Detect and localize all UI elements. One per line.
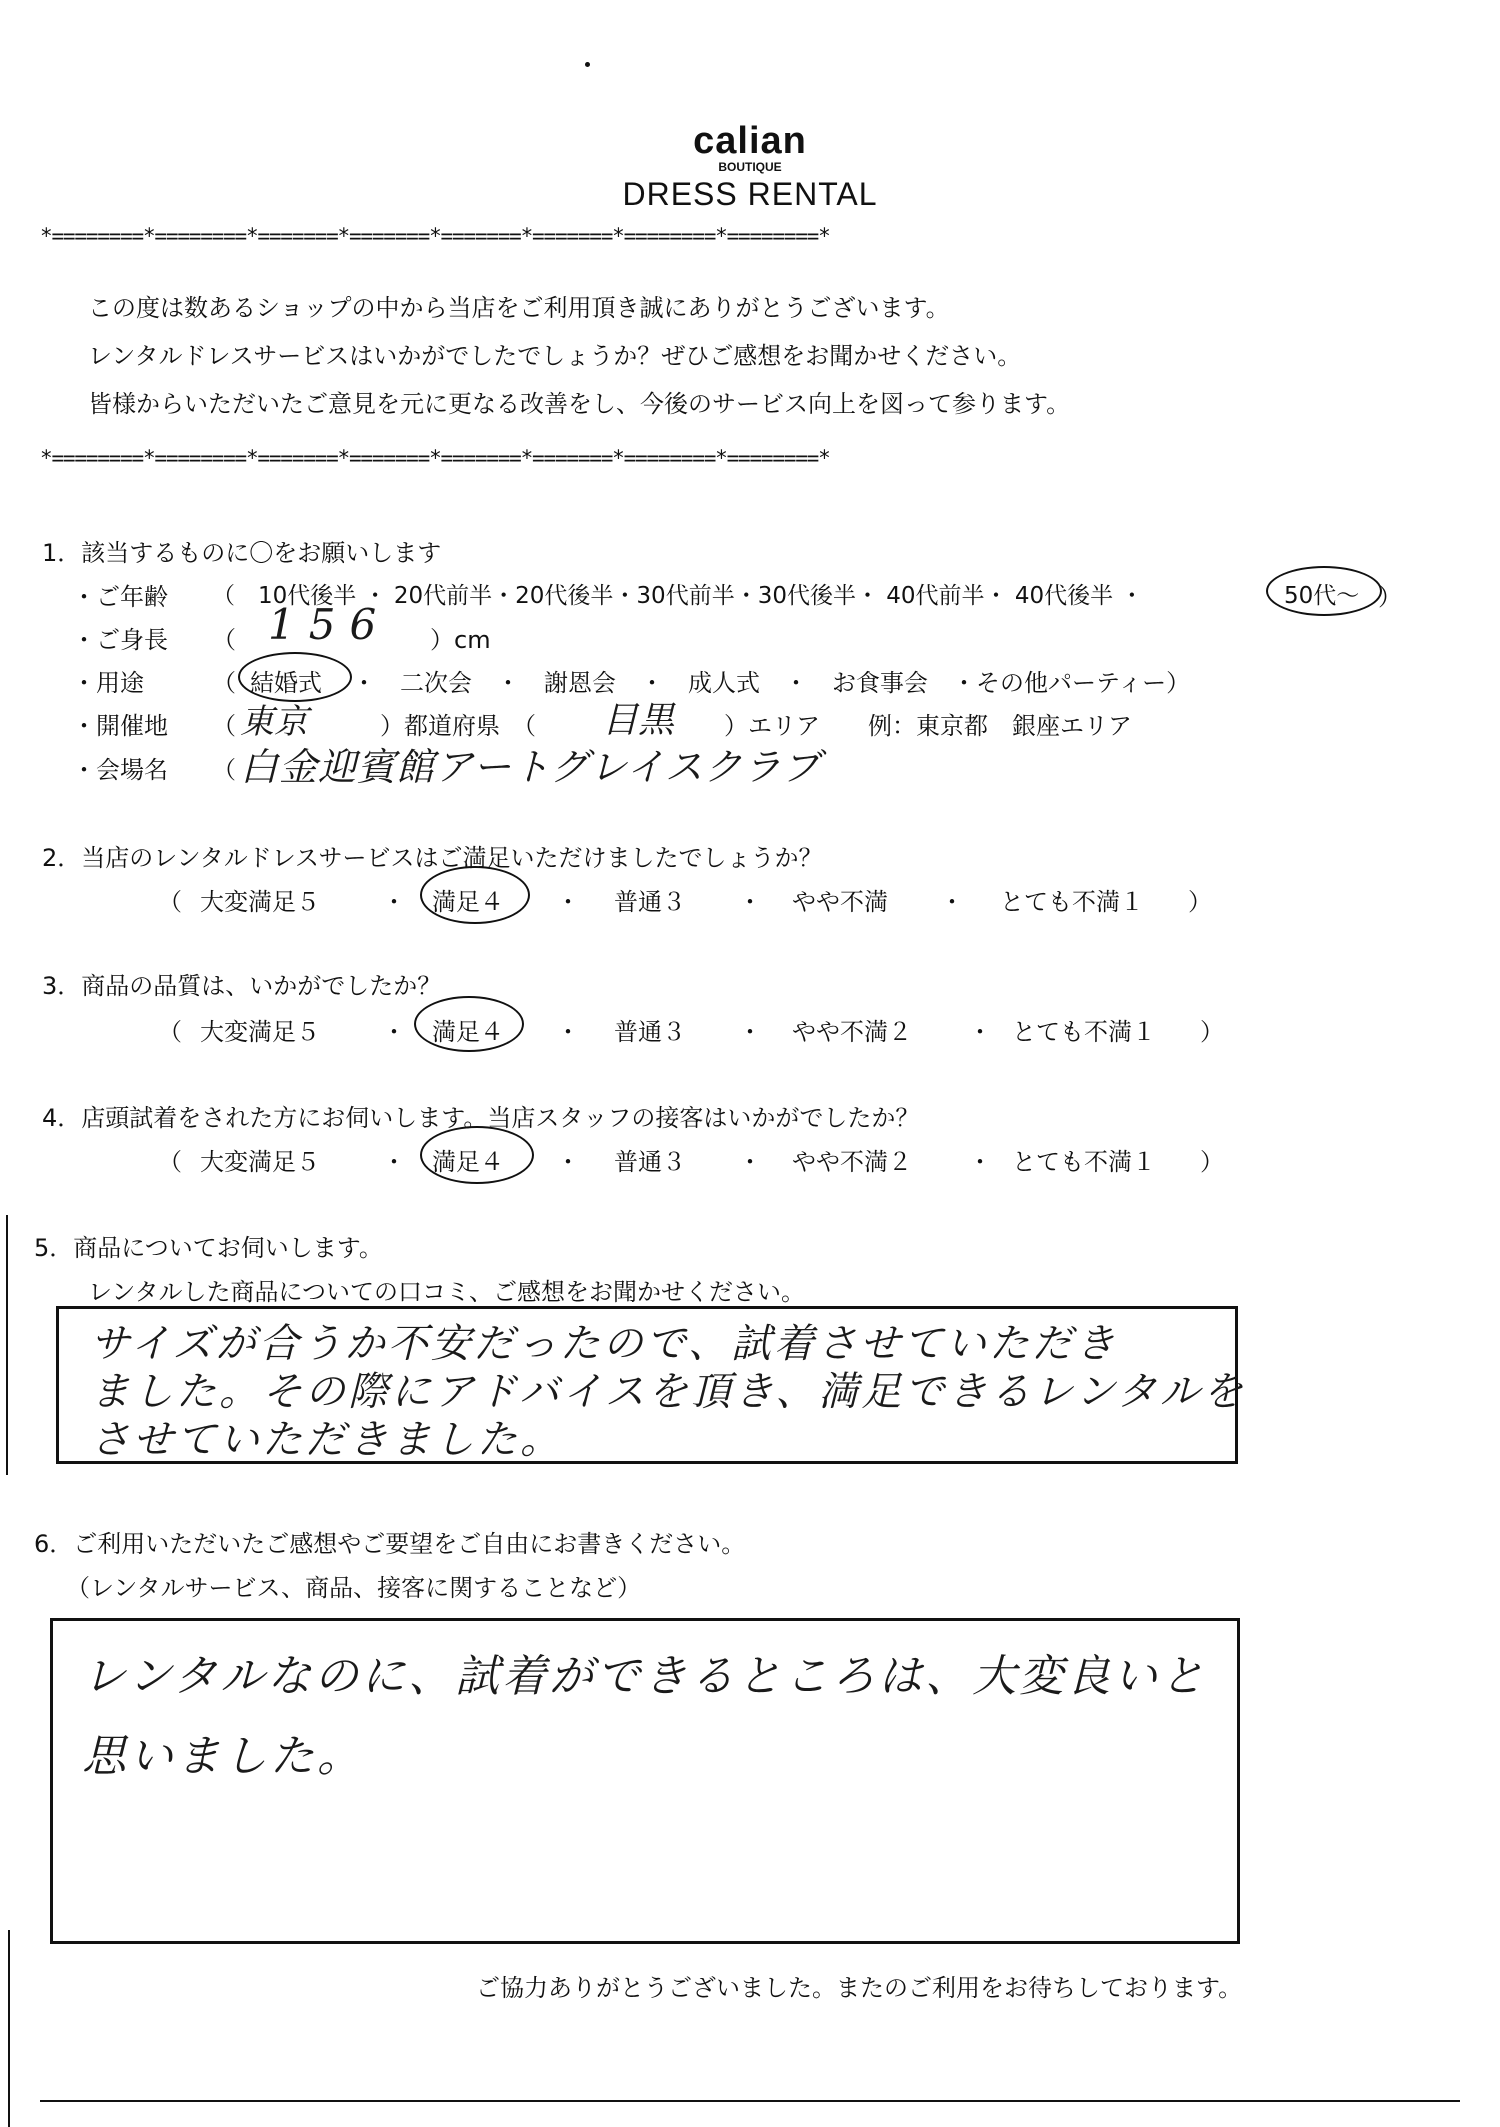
- q5-answer-line-2: ました。その際にアドバイスを頂き、満足できるレンタルを: [90, 1369, 1246, 1415]
- age-selected: 50代～: [1284, 583, 1360, 609]
- brand-name: calian: [693, 120, 807, 162]
- q2-option-5: 大変満足５: [200, 888, 320, 916]
- q3-close-paren: ）: [1200, 1018, 1224, 1046]
- q3-title: 3．商品の品質は、いかがでしたか？: [42, 972, 442, 1000]
- q4-close-paren: ）: [1200, 1148, 1224, 1176]
- purpose-label: ・用途: [72, 669, 144, 697]
- q2-option-2: やや不満: [792, 888, 888, 916]
- q5-answer-line-1: サイズが合うか不安だったので、試着させていただき: [90, 1321, 1118, 1367]
- q6-answer-line-2: 思いました。: [82, 1731, 364, 1782]
- q4-selected-circle: [420, 1126, 534, 1184]
- q3-option-3: 普通３: [614, 1018, 686, 1046]
- prefecture-value: 東京: [240, 702, 308, 742]
- q4-option-5: 大変満足５: [200, 1148, 320, 1176]
- footer-thanks: ご協力ありがとうございました。またのご利用をお待ちしております。: [476, 1974, 1243, 2002]
- q6-title: 6．ご利用いただいたご感想やご要望をご自由にお書きください。: [34, 1530, 746, 1558]
- q3-sep-3: ・: [738, 1018, 762, 1046]
- q4-sep-4: ・: [968, 1148, 992, 1176]
- q2-option-3: 普通３: [614, 888, 686, 916]
- q6-subtitle: （レンタルサービス、商品、接客に関することなど）: [66, 1574, 642, 1602]
- q3-sep-2: ・: [556, 1018, 580, 1046]
- purpose-open-paren: （: [212, 669, 236, 697]
- q3-sep-1: ・: [382, 1018, 406, 1046]
- q4-option-1: とても不満１: [1012, 1148, 1156, 1176]
- q2-option-4: 満足４: [432, 888, 504, 916]
- divider-bottom: *========*========*=======*=======*=======*=======*========*========*: [40, 446, 830, 470]
- hall-value: 白金迎賓館アートグレイスクラブ: [240, 745, 821, 789]
- hall-open-paren: （: [212, 756, 236, 784]
- scan-bottom-edge: [40, 2100, 1460, 2102]
- q3-selected-circle: [414, 996, 524, 1052]
- brand-tagline: DRESS RENTAL: [622, 176, 878, 212]
- q2-close-paren: ）: [1188, 888, 1212, 916]
- purpose-selected: 結婚式: [250, 669, 322, 697]
- intro-line-1: この度は数あるショップの中から当店をご利用頂き誠にありがとうございます。: [88, 294, 950, 322]
- venue-open-paren: （: [212, 712, 236, 740]
- scan-margin-line: [6, 1215, 8, 1475]
- q5-title: 5．商品についてお伺いします。: [34, 1234, 383, 1262]
- age-options: （ 10代後半 ・ 20代前半・20代後半・30代前半・30代後半・ 40代前半・ 40代後半 ・: [212, 583, 1144, 609]
- hall-label: ・会場名: [72, 756, 168, 784]
- age-selected-circle: [1266, 566, 1382, 616]
- q2-option-1: とても不満１: [1000, 888, 1144, 916]
- scan-left-edge: [8, 1930, 10, 2127]
- q4-option-4: 満足４: [432, 1148, 504, 1176]
- q3-option-5: 大変満足５: [200, 1018, 320, 1046]
- purpose-options: ・ 二次会 ・ 謝恩会 ・ 成人式 ・ お食事会 ・その他パーティー）: [352, 669, 1191, 697]
- q2-sep-2: ・: [556, 888, 580, 916]
- q3-option-1: とても不満１: [1012, 1018, 1156, 1046]
- height-label: ・ご身長: [72, 626, 168, 654]
- q4-sep-1: ・: [382, 1148, 406, 1176]
- height-unit: ）cm: [430, 626, 491, 654]
- q3-sep-4: ・: [968, 1018, 992, 1046]
- q4-title: 4．店頭試着をされた方にお伺いします。当店スタッフの接客はいかがでしたか？: [42, 1104, 920, 1132]
- q4-open-paren: （: [158, 1148, 182, 1176]
- intro-line-3: 皆様からいただいたご意見を元に更なる改善をし、今後のサービス向上を図って参ります。: [88, 390, 1071, 418]
- divider-top: *========*========*=======*=======*=======*=======*========*========*: [40, 224, 830, 248]
- q2-sep-3: ・: [738, 888, 762, 916]
- q3-open-paren: （: [158, 1018, 182, 1046]
- height-value: 156: [268, 600, 391, 649]
- q2-title: 2．当店のレンタルドレスサービスはご満足いただけましたでしょうか？: [42, 844, 823, 872]
- q4-option-3: 普通３: [614, 1148, 686, 1176]
- q1-title: 1．該当するものに〇をお願いします: [42, 539, 442, 567]
- height-open-paren: （: [212, 626, 236, 654]
- q2-selected-circle: [420, 866, 530, 924]
- age-label: ・ご年齢: [72, 583, 168, 611]
- intro-line-2: レンタルドレスサービスはいかがでしたでしょうか？ぜひご感想をお聞かせください。: [88, 342, 1022, 370]
- age-close-paren: ）: [1378, 583, 1402, 611]
- prefecture-suffix: ）都道府県 （: [380, 712, 536, 740]
- q3-option-2: やや不満２: [792, 1018, 912, 1046]
- q6-answer-line-1: レンタルなのに、試着ができるところは、大変良いと: [82, 1651, 1208, 1702]
- venue-label: ・開催地: [72, 712, 168, 740]
- area-value: 目黒: [602, 700, 675, 741]
- q2-sep-1: ・: [382, 888, 406, 916]
- brand-sub: BOUTIQUE: [718, 160, 782, 174]
- q5-answer-line-3: させていただきました。: [90, 1417, 563, 1463]
- q4-sep-2: ・: [556, 1148, 580, 1176]
- q4-option-2: やや不満２: [792, 1148, 912, 1176]
- area-suffix: ）エリア 例：東京都 銀座エリア: [724, 712, 1132, 740]
- q2-open-paren: （: [158, 888, 182, 916]
- q4-sep-3: ・: [738, 1148, 762, 1176]
- q5-subtitle: レンタルした商品についての口コミ、ご感想をお聞かせください。: [88, 1278, 805, 1306]
- q2-sep-4: ・: [940, 888, 964, 916]
- q3-option-4: 満足４: [432, 1018, 504, 1046]
- scan-speck: [585, 62, 590, 67]
